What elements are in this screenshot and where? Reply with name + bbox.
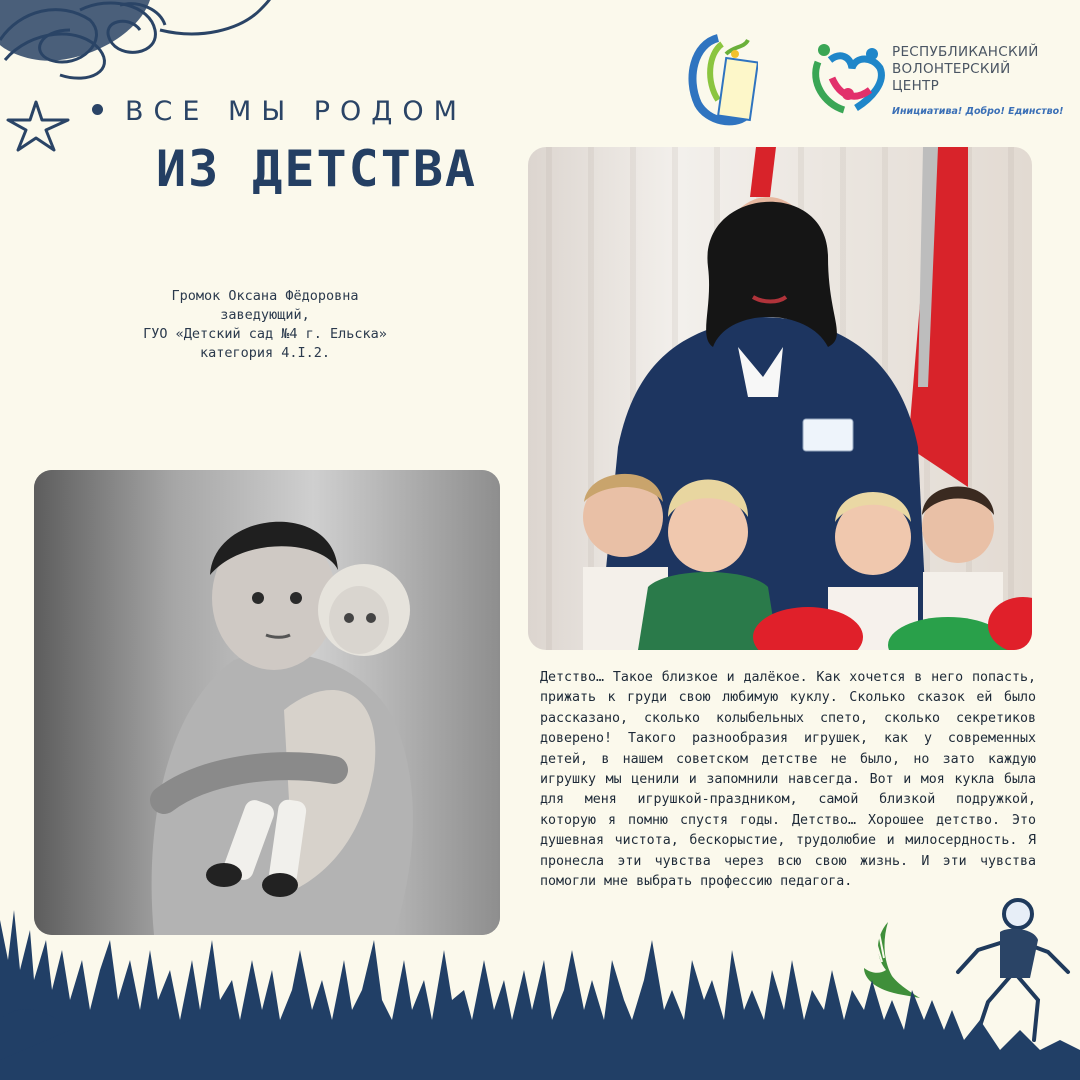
rvc-line-2: ВОЛОНТЕРСКИЙ [892, 61, 1011, 77]
grass-border [0, 900, 1080, 1080]
volunteer-center-logo [810, 38, 890, 118]
rvc-line-1: РЕСПУБЛИКАНСКИЙ [892, 44, 1039, 60]
teacher-with-children-photo [528, 147, 1032, 650]
star-icon [6, 98, 72, 154]
bullet-dot [92, 104, 103, 115]
author-position: заведующий, [220, 307, 310, 323]
childhood-photo [34, 470, 500, 935]
story-text: Детство… Такое близкое и далёкое. Как хочется в него попасть, прижать к груди свою любимую куклу. Сколько сказок ей было рассказано, сколько колыбельных спето, сколько секретиков доверено! Такого разнообразия игрушек, как у современных детей, в нашем советском детстве не было, но зато каждую игрушку мы ценили и запомнили навсегда. Вот и моя кукла была для меня игрушкой-праздником, самой близкой подружкой, которую я помню спустя годы. Детство… Хорошее детство. Это душевная чистота, бескорыстие, трудолюбие и милосердность. Я пронесла эти чувства через всю свою жизнь. И эти чувства помогли мне выбрать профессию педагога. [540, 670, 1036, 890]
author-category: категория 4.I.2. [199, 345, 331, 361]
scribble-decoration [0, 0, 290, 100]
author-name: Громок Оксана Фёдоровна [171, 288, 359, 304]
rvc-line-3: ЦЕНТР [892, 78, 940, 94]
author-organization: ГУО «Детский сад №4 г. Ельска» [143, 326, 387, 342]
childhood-photo-illustration [34, 470, 500, 935]
page-subtitle [92, 96, 467, 127]
author-block [120, 287, 410, 363]
teacher-photo-illustration [528, 147, 1032, 650]
federation-logo [688, 34, 758, 126]
subtitle-text: ВСЕ МЫ РОДОМ [125, 96, 467, 127]
page-title: ИЗ ДЕТСТВА [156, 140, 478, 198]
volunteer-center-slogan: Инициатива! Добро! Единство! [892, 106, 1064, 117]
volunteer-center-name [892, 44, 1039, 95]
